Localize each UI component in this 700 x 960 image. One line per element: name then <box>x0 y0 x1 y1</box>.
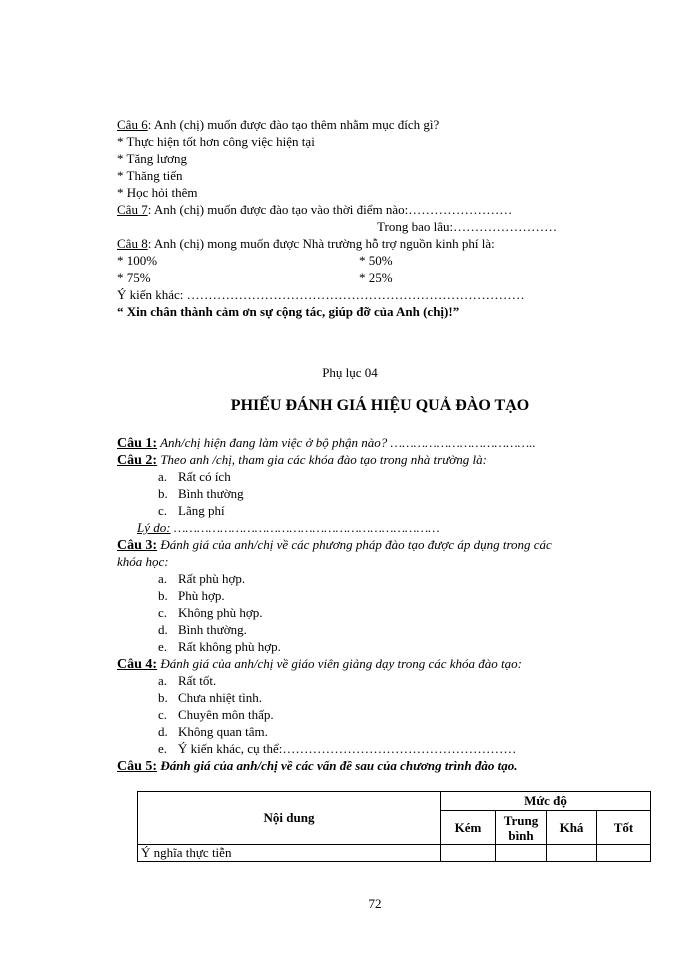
question-1 <box>117 434 536 452</box>
q3-option-a <box>158 570 245 587</box>
option-text: Rất tốt. <box>178 673 217 688</box>
question-4-text: Đánh giá của anh/chị về giáo viên giảng dạy trong các khóa đào tạo: <box>157 656 522 671</box>
question-7-text: : Anh (chị) muốn được đào tạo vào thời điểm nào:…………………… <box>147 202 513 217</box>
q2-option-a <box>158 468 231 485</box>
question-1-text: Anh/chị hiện đang làm việc ở bộ phận nào? ……………………………….. <box>157 435 536 450</box>
option-letter: d. <box>158 622 168 637</box>
option-text: Lãng phí <box>178 503 225 518</box>
option-letter: e. <box>158 639 168 654</box>
q8-option: * 50% <box>359 253 393 268</box>
q8-option: * 75% <box>117 270 151 285</box>
header-level-fair: Khá <box>547 811 597 845</box>
question-2-text: Theo anh /chị, tham gia các khóa đào tạo trong nhà trường là: <box>157 452 487 467</box>
cell-good <box>597 845 651 862</box>
option-text: Rất phù hợp. <box>178 571 246 586</box>
option-text: Phù hợp. <box>178 588 225 603</box>
q2-option-c <box>158 502 225 519</box>
option-letter: c. <box>158 707 168 722</box>
option-text: Chưa nhiệt tình. <box>178 690 262 705</box>
option-letter: e. <box>158 741 168 756</box>
q6-option: * Học hỏi thêm <box>117 185 198 200</box>
option-letter: b. <box>158 588 168 603</box>
question-4 <box>117 655 522 673</box>
question-7-label: Câu 7 <box>117 202 148 217</box>
q6-option: * Tăng lương <box>117 151 188 166</box>
question-5-text: Đánh giá của anh/chị về các vấn đề sau của chương trình đào tạo. <box>157 758 518 773</box>
q4-option-a <box>158 672 216 689</box>
cell-fair <box>547 845 597 862</box>
q2-reason <box>137 519 440 536</box>
question-2-label: Câu 2: <box>117 453 158 468</box>
row-content: Ý nghĩa thực tiễn <box>138 845 441 862</box>
q3-option-c <box>158 604 263 621</box>
option-letter: b. <box>158 690 168 705</box>
q4-option-e <box>158 740 516 757</box>
evaluation-table <box>137 791 651 862</box>
question-6 <box>117 116 439 133</box>
question-8-text: : Anh (chị) mong muốn được Nhà trường hỗ trợ nguồn kinh phí là: <box>147 236 495 251</box>
question-8-label: Câu 8 <box>117 236 148 251</box>
q4-option-c <box>158 706 274 723</box>
question-7 <box>117 201 512 218</box>
header-level-poor: Kém <box>441 811 496 845</box>
cell-poor <box>441 845 496 862</box>
q3-option-d <box>158 621 247 638</box>
question-1-label: Câu 1: <box>117 436 158 451</box>
question-3 <box>117 536 552 554</box>
option-letter: a. <box>158 673 168 688</box>
reason-label: Lý do: <box>137 520 171 535</box>
option-text: Không quan tâm. <box>178 724 268 739</box>
option-text: Bình thường <box>178 486 244 501</box>
q6-option: * Thăng tiến <box>117 168 183 183</box>
q8-option: * 100% <box>117 253 158 268</box>
option-text: Chuyên môn thấp. <box>178 707 274 722</box>
question-3-label: Câu 3: <box>117 538 158 553</box>
question-6-label: Câu 6 <box>117 117 148 132</box>
option-text: Ý kiến khác, cụ thể:……………………………………………… <box>178 741 517 756</box>
option-letter: a. <box>158 571 168 586</box>
other-opinion: Ý kiến khác: …………………………………………………………………… <box>117 287 525 302</box>
q4-option-b <box>158 689 262 706</box>
option-text: Rất có ích <box>178 469 231 484</box>
option-text: Không phù hợp. <box>178 605 263 620</box>
header-level-average: Trung bình <box>496 811 547 845</box>
cell-average <box>496 845 547 862</box>
reason-dots: …………………………………………………………… <box>170 520 440 535</box>
q8-option: * 25% <box>359 270 393 285</box>
thanks-note: “ Xin chân thành cảm ơn sự cộng tác, giúp đỡ của Anh (chị)!” <box>117 304 460 319</box>
table-row <box>138 845 651 862</box>
q3-option-e <box>158 638 281 655</box>
question-3-text-cont: khóa học: <box>117 554 169 569</box>
header-level: Mức độ <box>441 792 651 811</box>
option-letter: d. <box>158 724 168 739</box>
question-5 <box>117 757 517 775</box>
option-text: Bình thường. <box>178 622 247 637</box>
option-letter: b. <box>158 486 168 501</box>
appendix-label: Phụ lục 04 <box>322 365 378 380</box>
q3-option-b <box>158 587 225 604</box>
question-6-text: : Anh (chị) muốn được đào tạo thêm nhằm mục đích gì? <box>147 117 440 132</box>
form-title: PHIẾU ĐÁNH GIÁ HIỆU QUẢ ĐÀO TẠO <box>230 397 530 414</box>
question-8 <box>117 235 495 252</box>
header-content: Nội dung <box>138 792 441 845</box>
question-4-label: Câu 4: <box>117 657 158 672</box>
q6-option: * Thực hiện tốt hơn công việc hiện tại <box>117 134 315 149</box>
question-3-text: Đánh giá của anh/chị về các phương pháp đào tạo được áp dụng trong các <box>157 537 552 552</box>
option-letter: c. <box>158 503 168 518</box>
option-letter: a. <box>158 469 168 484</box>
option-text: Rất không phù hợp. <box>178 639 281 654</box>
page-number: 72 <box>368 896 382 911</box>
question-2 <box>117 451 487 469</box>
q4-option-d <box>158 723 268 740</box>
question-5-label: Câu 5: <box>117 759 158 774</box>
option-letter: c. <box>158 605 168 620</box>
q7-duration: Trong bao lâu:…………………… <box>377 219 558 234</box>
header-level-good: Tốt <box>597 811 651 845</box>
q2-option-b <box>158 485 244 502</box>
